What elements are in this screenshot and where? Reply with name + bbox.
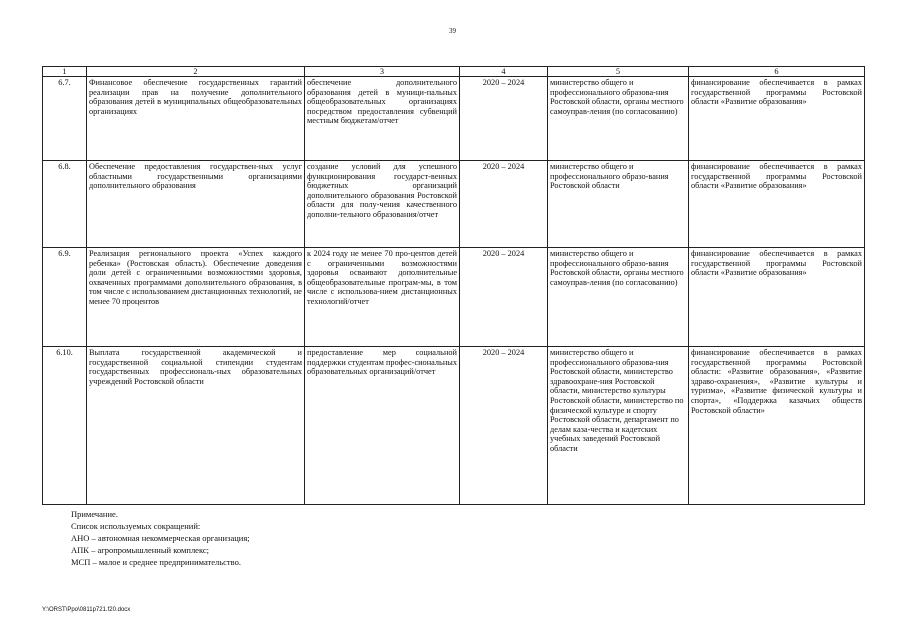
- action-cell: Реализация регионального проекта «Успех каждого ребенка» (Ростовская область). Обеспечение доведения доли детей с ограниченными возможностями здоровья, охваченных программами дополнительного образования, в том числе с использованием дистанционных технологий, не менее 70 процентов: [87, 248, 305, 347]
- financing-cell: финансирование обеспечивается в рамках государственной программы Ростовской области «Развитие образования»: [689, 248, 865, 347]
- header-cell: 5: [548, 67, 689, 77]
- header-cell: 4: [460, 67, 548, 77]
- abbreviation-item: АПК – агропромышленный комплекс;: [71, 545, 210, 555]
- executor-cell: министерство общего и профессионального образо-вания Ростовской области: [548, 161, 689, 248]
- abbreviation-item: МСП – малое и среднее предпринимательство.: [71, 557, 241, 567]
- result-cell: предоставление мер социальной поддержки студентам профес-сиональных образовательных организаций/отчет: [305, 347, 460, 505]
- period-cell: 2020 – 2024: [460, 161, 548, 248]
- header-cell: 6: [689, 67, 865, 77]
- row-number: 6.10.: [43, 347, 87, 505]
- file-path: Y:\ORST\Ppo\0811p721.f20.docx: [42, 607, 131, 613]
- row-number: 6.7.: [43, 77, 87, 161]
- page-number: 39: [449, 27, 456, 35]
- notes-title: Примечание.: [71, 509, 118, 519]
- header-cell: 3: [305, 67, 460, 77]
- notes-block: [71, 508, 250, 568]
- header-cell: 1: [43, 67, 87, 77]
- measures-table: [42, 66, 865, 505]
- result-cell: к 2024 году не менее 70 про-центов детей с ограниченными возможностями здоровья осваивают дополнительные общеобразовательные програм-мы, в том числе с использова-нием дистанционных технологий/отчет: [305, 248, 460, 347]
- executor-cell: министерство общего и профессионального образо-вания Ростовской области, органы местного самоуправ-ления (по согласованию): [548, 248, 689, 347]
- period-cell: 2020 – 2024: [460, 248, 548, 347]
- result-cell: создание условий для успешного функционирования государст-венных бюджетных организаций дополнительного образования Ростовской области для полу-чения качественного дополни-тельного образования/отчет: [305, 161, 460, 248]
- financing-cell: финансирование обеспечивается в рамках государственной программы Ростовской области «Развитие образования»: [689, 77, 865, 161]
- executor-cell: министерство общего и профессионального образова-ния Ростовской области, министерство здравоохране-ния Ростовской области, министерство культуры Ростовской области, министерство по физической культуре и спорту Ростовской области, департамент по делам каза-чества и кадетских учебных заведений Ростовской области: [548, 347, 689, 505]
- period-cell: 2020 – 2024: [460, 77, 548, 161]
- notes-subtitle: Список используемых сокращений:: [71, 521, 201, 531]
- result-cell: обеспечение дополнительного образования детей в муници-пальных общеобразовательных организациях посредством предоставления субвенций местным бюджетам/отчет: [305, 77, 460, 161]
- header-cell: 2: [87, 67, 305, 77]
- table-header-row: [43, 67, 865, 77]
- financing-cell: финансирование обеспечивается в рамках государственной программы Ростовской области «Развитие образования»: [689, 161, 865, 248]
- row-number: 6.8.: [43, 161, 87, 248]
- table-row: [43, 347, 865, 505]
- table-row: [43, 248, 865, 347]
- table-row: [43, 77, 865, 161]
- table-row: [43, 161, 865, 248]
- period-cell: 2020 – 2024: [460, 347, 548, 505]
- row-number: 6.9.: [43, 248, 87, 347]
- abbreviation-item: АНО – автономная некоммерческая организация;: [71, 533, 250, 543]
- action-cell: Выплата государственной академической и государственной социальной стипендии студентам государственных профессиональ-ных образовательных учреждений Ростовской области: [87, 347, 305, 505]
- executor-cell: министерство общего и профессионального образова-ния Ростовской области, органы местного самоуправ-ления (по согласованию): [548, 77, 689, 161]
- action-cell: Обеспечение предоставления государствен-ных услуг областными государственными организациями дополнительного образования: [87, 161, 305, 248]
- action-cell: Финансовое обеспечение государственных гарантий реализации прав на получение дополнительного образования детей в муниципальных общеобразовательных организациях: [87, 77, 305, 161]
- financing-cell: финансирование обеспечивается в рамках государственной программы Ростовской области: «Развитие образования», «Развитие здраво-охранения», «Развитие культуры и туризма», «Развитие физической культуры и спорта», «Поддержка казачьих обществ Ростовской области»: [689, 347, 865, 505]
